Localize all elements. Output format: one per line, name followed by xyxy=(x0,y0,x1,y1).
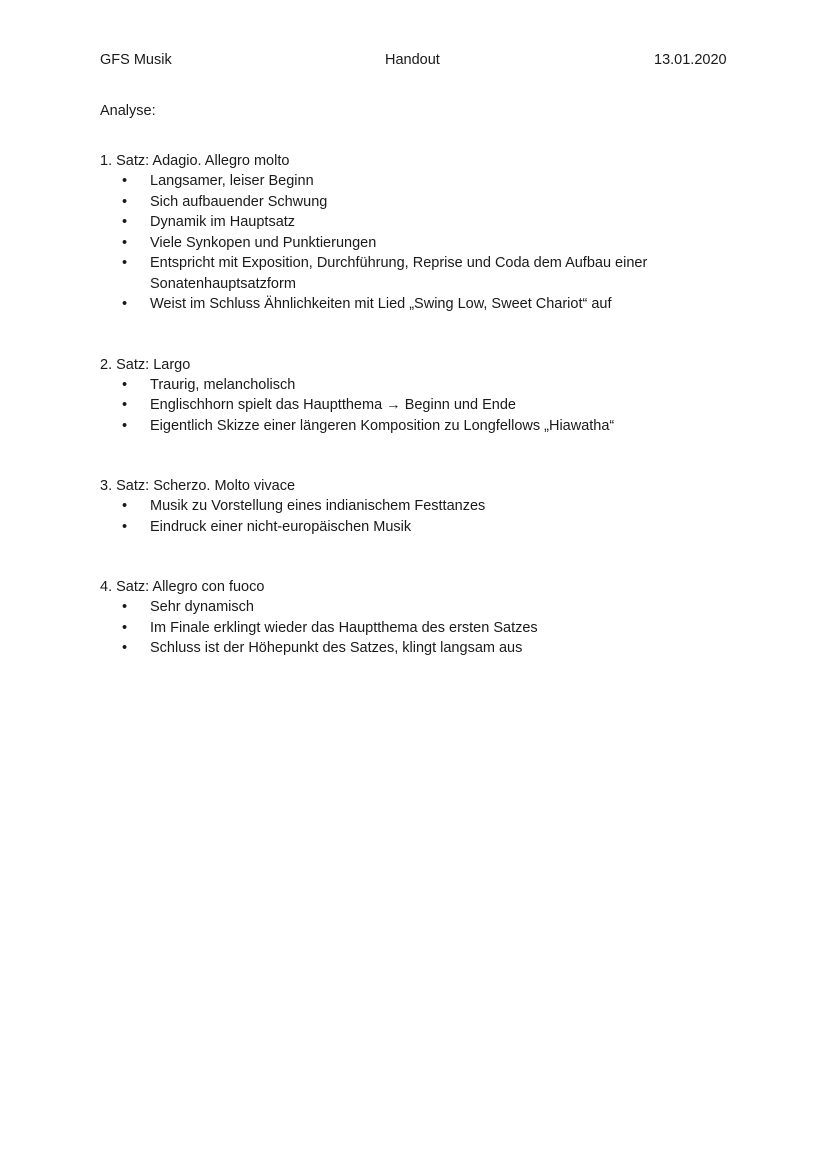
bullet-icon: • xyxy=(122,234,128,251)
movement-section-4 xyxy=(100,577,740,659)
list-item xyxy=(100,416,740,437)
list-item-text: Entspricht mit Exposition, Durchführung, Reprise und Coda dem Aufbau einer Sonatenhauptsatzform xyxy=(150,255,648,292)
list-item xyxy=(100,638,740,659)
bullet-icon: • xyxy=(122,193,128,210)
list-item-text: Weist im Schluss Ähnlichkeiten mit Lied „Swing Low, Sweet Chariot“ auf xyxy=(150,296,612,312)
bullet-icon: • xyxy=(122,518,128,535)
movement-title: 3. Satz: Scherzo. Molto vivace xyxy=(100,478,296,494)
bullet-icon: • xyxy=(122,619,128,636)
movement-title: 4. Satz: Allegro con fuoco xyxy=(100,579,265,595)
list-item xyxy=(100,192,740,213)
list-item-text: Sich aufbauender Schwung xyxy=(150,193,328,210)
header-title: Handout xyxy=(385,52,440,68)
list-item-text: Eigentlich Skizze einer längeren Komposition zu Longfellows „Hiawatha“ xyxy=(150,417,615,434)
bullet-icon: • xyxy=(122,599,128,615)
list-item xyxy=(100,395,740,416)
list-item-text: Schluss ist der Höhepunkt des Satzes, klingt langsam aus xyxy=(150,640,523,656)
list-item-text: Dynamik im Hauptsatz xyxy=(150,214,296,230)
list-item xyxy=(100,233,740,254)
list-item xyxy=(100,253,740,294)
movement-title: 2. Satz: Largo xyxy=(100,356,191,373)
list-item xyxy=(100,212,740,233)
bullet-icon: • xyxy=(122,397,128,413)
list-item xyxy=(100,496,740,517)
bullet-list xyxy=(100,496,740,537)
movement-section-2 xyxy=(100,355,740,437)
movement-section-1 xyxy=(100,151,740,315)
list-item-text: Eindruck einer nicht-europäischen Musik xyxy=(150,518,412,535)
document-body xyxy=(100,101,740,699)
list-item-text: Englischhorn spielt das Hauptthema → Beginn und Ende xyxy=(150,397,516,413)
list-item xyxy=(100,171,740,192)
bullet-icon: • xyxy=(122,417,128,434)
list-item xyxy=(100,294,740,315)
list-item-text: Langsamer, leiser Beginn xyxy=(150,173,314,189)
header-date: 13.01.2020 xyxy=(654,52,727,68)
movement-section-3 xyxy=(100,476,740,537)
list-item-text: Musik zu Vorstellung eines indianischem Festtanzes xyxy=(150,498,486,514)
bullet-list xyxy=(100,375,740,437)
bullet-icon: • xyxy=(122,296,128,312)
list-item xyxy=(100,618,740,639)
bullet-icon: • xyxy=(122,640,128,656)
bullet-icon: • xyxy=(122,173,128,189)
bullet-icon: • xyxy=(122,376,128,393)
list-item xyxy=(100,517,740,538)
bullet-list xyxy=(100,171,740,315)
bullet-icon: • xyxy=(122,498,128,514)
bullet-icon: • xyxy=(122,214,128,230)
movement-title: 1. Satz: Adagio. Allegro molto xyxy=(100,153,290,169)
bullet-icon: • xyxy=(122,255,128,271)
list-item xyxy=(100,375,740,396)
list-item-text: Sehr dynamisch xyxy=(150,599,254,615)
list-item-text: Viele Synkopen und Punktierungen xyxy=(150,234,377,251)
bullet-list xyxy=(100,597,740,659)
list-item xyxy=(100,597,740,618)
list-item-text: Im Finale erklingt wieder das Hauptthema des ersten Satzes xyxy=(150,619,538,636)
analysis-heading: Analyse: xyxy=(100,103,156,119)
list-item-text: Traurig, melancholisch xyxy=(150,376,296,393)
header-subject: GFS Musik xyxy=(100,52,172,68)
